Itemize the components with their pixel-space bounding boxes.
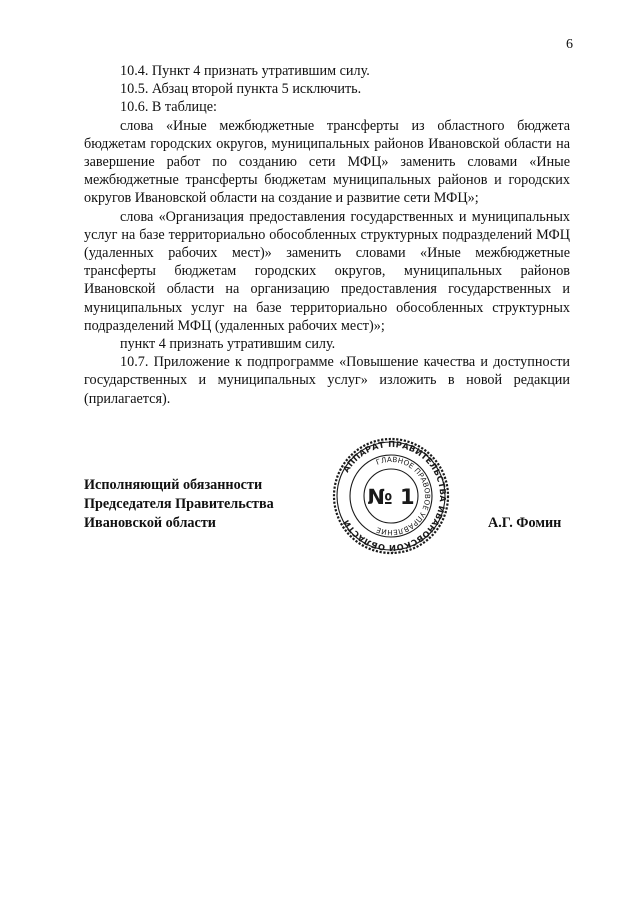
seal-inner-text: ГЛАВНОЕ ПРАВОВОЕ УПРАВЛЕНИЕ [374, 454, 433, 538]
paragraph-10-6: 10.6. В таблице: [120, 99, 217, 116]
seal-outer-text: АППАРАТ ПРАВИТЕЛЬСТВА ИВАНОВСКОЙ ОБЛАСТИ [340, 438, 449, 554]
signatory-title-line: Ивановской области [84, 514, 216, 531]
official-seal [331, 436, 451, 556]
paragraph-10-4: 10.4. Пункт 4 признать утратившим силу. [120, 63, 370, 79]
seal-center-text: № 1 [367, 485, 415, 509]
paragraph-10-5: 10.5. Абзац второй пункта 5 исключить. [120, 81, 362, 98]
signatory-name: А.Г. Фомин [488, 514, 562, 531]
paragraph-words-2: слова «Организация предоставления государственных и муниципальных услуг на базе территориально обособленных структурных подразделений МФЦ (удаленных рабочих мест)» заменить словами «Иные межбюджетные трансферты бюджетам городских округов, муниципальных районов Ивановской области на организацию предоставления государственных и муниципальных услуг на базе территориально обособленных структурных подразделений МФЦ (удаленных рабочих мест)»; [84, 208, 570, 334]
paragraph-item-4: пункт 4 признать утратившим силу. [120, 336, 336, 353]
signatory-title-line: Председателя Правительства [84, 495, 274, 512]
document-body [84, 62, 570, 408]
page-number: 6 [566, 37, 573, 52]
signatory-title [84, 476, 274, 532]
signatory-title-line: Исполняющий обязанности [84, 477, 263, 493]
paragraph-10-7: 10.7. Приложение к подпрограмме «Повышение качества и доступности государственных и муниципальных услуг» изложить в новой редакции (прилагается). [84, 354, 570, 407]
paragraph-words-1: слова «Иные межбюджетные трансферты из областного бюджета бюджетам городских округов, муниципальных районов Ивановской области на завершение работ по созданию сети МФЦ» заменить словами «Иные межбюджетные трансферты бюджетам муниципальных районов и городских округов Ивановской области на создание и развитие сети МФЦ»; [84, 117, 570, 207]
